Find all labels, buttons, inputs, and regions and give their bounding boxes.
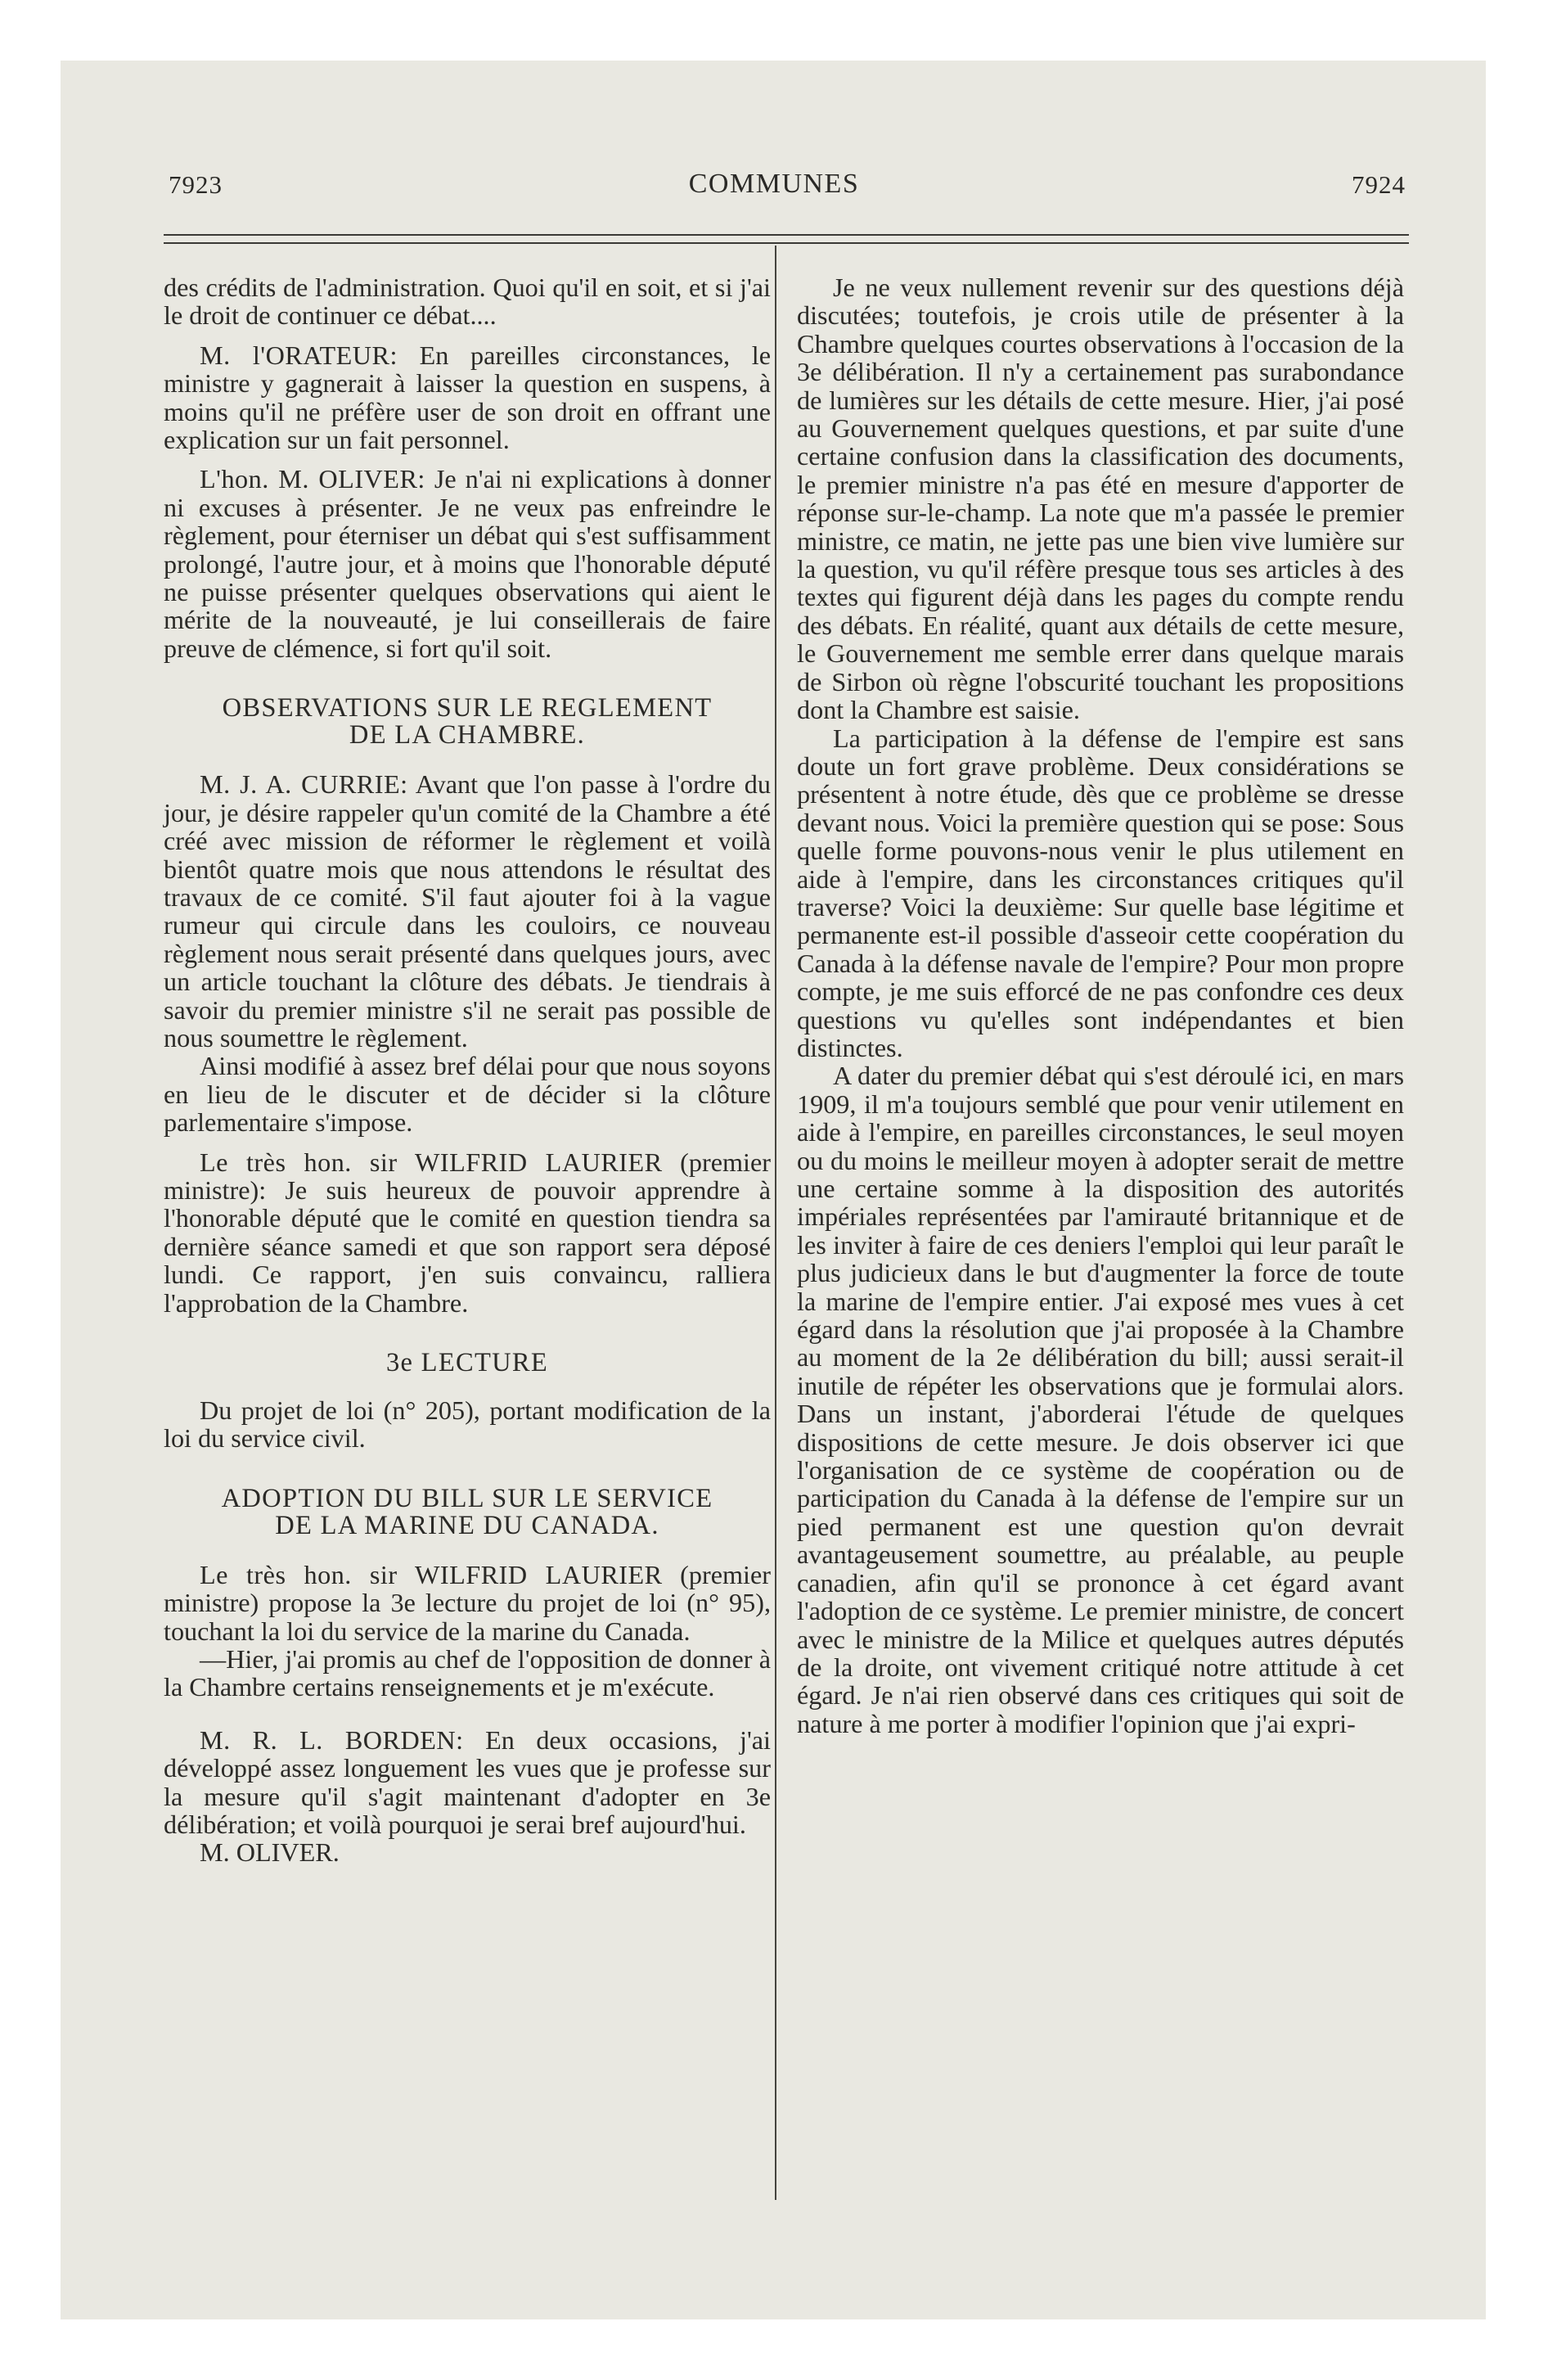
column-divider xyxy=(775,246,776,2200)
speech-paragraph xyxy=(164,1561,771,1645)
section-heading xyxy=(164,1485,771,1539)
running-title: COMMUNES xyxy=(688,169,860,199)
section-heading xyxy=(164,1350,771,1377)
page-header xyxy=(0,110,1548,199)
paragraph: Ainsi modifié à assez bref délai pour que nous soyons en lieu de le discuter et de décider si la clôture parlementaire s'impose. xyxy=(164,1051,771,1138)
speech-text: Avant que l'on passe à l'ordre du jour, je désire rappeler qu'un comité de la Chambre a été créé avec mission de réformer le règlement et voilà bientôt quatre mois que nous attendons le résultat des travaux de ce comité. S'il faut ajouter foi à la vague rumeur qui circule dans les couloirs, ce nouveau règlement nous serait présenté dans quelques jours, avec un article touchant la clôture des débats. Je tiendrais à savoir du premier ministre s'il ne serait pas possible de nous soumettre le règlement. xyxy=(164,769,771,1053)
speech-text: (premier ministre): Je suis heureux de pouvoir apprendre à l'honorable député que le comité en question tiendra sa dernière séance samedi et que son rapport sera déposé lundi. Ce rapport, j'en suis convaincu, ralliera l'approbation de la Chambre. xyxy=(164,1147,771,1318)
paragraph: La participation à la défense de l'empire est sans doute un fort grave problème. Deux considérations se présentent à notre étude, dès que ce problème se dresse devant nous. Voici la première question qui se pose: Sous quelle forme pouvons-nous venir le plus utilement en aide à l'empire, dans les circonstances critiques qu'il traverse? Voici la deuxième: Sur quelle base légitime et permanente est-il possible d'asseoir cette coopération du Canada à la défense navale de l'empire? Pour mon propre compte, je me suis efforcé de ne pas confondre ces deux questions vu qu'elles sont indépendantes et bien distinctes. xyxy=(797,723,1404,1062)
speaker-name: L'hon. M. OLIVER: xyxy=(200,464,425,494)
speaker-name: Le très hon. sir WILFRID LAURIER xyxy=(200,1147,663,1177)
header-rule-top xyxy=(164,234,1409,236)
paragraph: —Hier, j'ai promis au chef de l'opposition de donner à la Chambre certains renseignements et je m'exécute. xyxy=(164,1644,771,1702)
paragraph: M. OLIVER. xyxy=(200,1837,340,1868)
page-number-left: 7923 xyxy=(169,170,223,199)
section-heading xyxy=(164,695,771,749)
speech-text: En pareilles circonstances, le ministre y gagnerait à laisser la question en suspens, à moins qu'il ne préfère user de son droit en offrant une explication sur un fait personnel. xyxy=(164,340,771,455)
header-rule-bottom xyxy=(164,242,1409,244)
heading-line: ADOPTION DU BILL SUR LE SERVICE xyxy=(221,1483,713,1513)
speech-paragraph xyxy=(164,341,771,454)
speaker-name: M. R. L. BORDEN: xyxy=(200,1724,464,1755)
heading-line: DE LA MARINE DU CANADA. xyxy=(275,1510,659,1540)
speech-paragraph xyxy=(164,770,771,1052)
heading-line: DE LA CHAMBRE. xyxy=(349,720,586,751)
left-column xyxy=(164,273,771,2238)
speaker-name: M. J. A. CURRIE: xyxy=(200,769,408,800)
heading-line: OBSERVATIONS SUR LE REGLEMENT xyxy=(222,693,713,723)
speech-text: (premier ministre) propose la 3e lecture du projet de loi (n° 95), touchant la loi du service de la marine du Canada. xyxy=(164,1559,771,1646)
speech-text: Je n'ai ni explications à donner ni excuses à présenter. Je ne veux pas enfreindre le règlement, pour éterniser un débat qui s'est suffisamment prolongé, l'autre jour, et à moins que l'honorable député ne puisse présenter quelques observations qui aient le mérite de la nouveauté, je lui conseillerais de faire preuve de clémence, si fort qu'il soit. xyxy=(164,464,772,663)
paragraph: Du projet de loi (n° 205), portant modification de la loi du service civil. xyxy=(164,1395,771,1454)
heading-line: 3e LECTURE xyxy=(385,1348,549,1377)
speech-paragraph xyxy=(164,465,771,662)
paragraph: A dater du premier débat qui s'est déroulé ici, en mars 1909, il m'a toujours semblé que pour venir utilement en aide à l'empire, en pareilles circonstances, le seul moyen ou du moins le meilleur moyen à adopter serait de mettre une certaine somme à la disposition des autorités impériales représentées par l'amirauté britannique et de les inviter à faire de ces deniers l'emploi qui leur paraît le plus judicieux dans le but d'augmenter la force de toute la marine de l'empire entier. J'ai exposé mes vues à cet égard dans la résolution que j'ai proposée à la Chambre au moment de la 2e délibération du bill; aussi serait-il inutile de répéter les observations que je formulai alors. Dans un instant, j'aborderai l'étude de quelques dispositions de cette mesure. Je dois observer ici que l'organisation de ce système de coopération ou de participation du Canada à la défense de l'empire sur un pied permanent est une question qu'on devrait avantageusement soumettre, au préalable, au peuple canadien, afin qu'il se prononce à cet égard avant l'adoption de ce système. Le premier ministre, de concert avec le ministre de la Milice et quelques autres députés de la droite, ont vivement critiqué notre attitude à cet égard. Je n'ai rien observé dans ces critiques qui soit de nature à me porter à modifier l'opinion que j'ai expri- xyxy=(797,1061,1404,1738)
paragraph: des crédits de l'administration. Quoi qu'il en soit, et si j'ai le droit de continuer ce débat.... xyxy=(164,273,771,331)
speaker-name: Le très hon. sir WILFRID LAURIER xyxy=(200,1559,663,1589)
speaker-name: M. l'ORATEUR: xyxy=(200,340,398,370)
paragraph: Je ne veux nullement revenir sur des questions déjà discutées; toutefois, je crois utile de présenter à la Chambre quelques courtes observations à l'occasion de la 3e délibération. Il n'y a certainement pas surabondance de lumières sur les détails de cette mesure. Hier, j'ai posé au Gouvernement quelques questions, et par suite d'une certaine confusion dans la classification des documents, le premier ministre n'a pas été en mesure d'apporter de réponse sur-le-champ. La note que m'a passée le premier ministre, ce matin, ne jette pas une bien vive lumière sur la question, vu qu'il réfère presque tous ses articles à des textes qui figurent déjà dans les pages du compte rendu des débats. En réalité, quant aux détails de cette mesure, le Gouvernement me semble errer dans quelque marais de Sirbon où règne l'obscurité touchant les propositions dont la Chambre est saisie. xyxy=(797,273,1404,725)
speech-paragraph xyxy=(164,1726,771,1839)
page-number-right: 7924 xyxy=(1352,170,1406,199)
speech-paragraph xyxy=(164,1148,771,1317)
right-column xyxy=(797,273,1404,2238)
speech-text: En deux occasions, j'ai développé assez longuement les vues que je professe sur la mesure qu'il s'agit maintenant d'adopter en 3e délibération; et voilà pourquoi je serai bref aujourd'hui. xyxy=(164,1724,771,1840)
